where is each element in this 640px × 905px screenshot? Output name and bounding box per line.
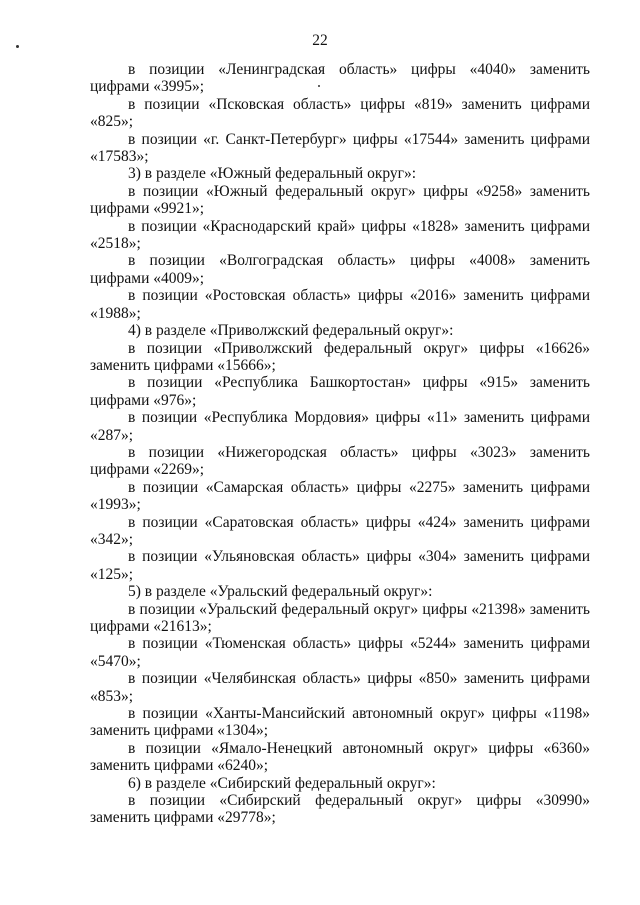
amendment-item: в позиции «Самарская область» цифры «2275» заменить цифрами «1993»;: [90, 478, 590, 514]
amendment-item: в позиции «Тюменская область» цифры «5244» заменить цифрами «5470»;: [90, 635, 590, 670]
section-heading: 6) в разделе «Сибирский федеральный округ»:: [128, 774, 436, 792]
page-number: 22: [312, 32, 328, 49]
amendment-item: в позиции «Южный федеральный округ» цифры «9258» заменить цифрами «9921»;: [90, 182, 590, 218]
amendment-item: в позиции «Ульяновская область» цифры «304» заменить цифрами «125»;: [90, 548, 590, 583]
amendment-item: в позиции «Саратовская область» цифры «424» заменить цифрами «342»;: [90, 513, 590, 548]
amendment-item: в позиции «Ленинградская область» цифры «4040» заменить цифрами «3995»;: [90, 61, 590, 96]
amendment-item: в позиции «Уральский федеральный округ» цифры «21398» заменить цифрами «21613»;: [90, 600, 590, 635]
amendment-item: в позиции «Волгоградская область» цифры «4008» заменить цифрами «4009»;: [90, 252, 590, 287]
amendment-item: в позиции «Республика Башкортостан» цифры «915» заменить цифрами «976»;: [90, 374, 590, 409]
section-heading: 5) в разделе «Уральский федеральный округ»:: [128, 583, 433, 601]
amendment-item: в позиции «Челябинская область» цифры «850» заменить цифрами «853»;: [90, 670, 590, 705]
amendment-item: в позиции «Краснодарский край» цифры «1828» заменить цифрами «2518»;: [90, 217, 590, 253]
section-heading: 4) в разделе «Приволжский федеральный округ»:: [128, 322, 454, 340]
document-body: [90, 61, 590, 827]
amendment-item: в позиции «Ханты-Мансийский автономный округ» цифры «1198» заменить цифрами «1304»;: [90, 705, 590, 740]
amendment-item: в позиции «Нижегородская область» цифры «3023» заменить цифрами «2269»;: [90, 443, 590, 479]
amendment-item: в позиции «Республика Мордовия» цифры «11» заменить цифрами «287»;: [90, 409, 590, 444]
amendment-item: в позиции «Псковская область» цифры «819» заменить цифрами «825»;: [90, 95, 590, 131]
amendment-item: в позиции «г. Санкт-Петербург» цифры «17544» заменить цифрами «17583»;: [90, 130, 590, 166]
section-heading: 3) в разделе «Южный федеральный округ»:: [128, 165, 417, 183]
amendment-item: в позиции «Сибирский федеральный округ» цифры «30990» заменить цифрами «29778»;: [90, 792, 590, 827]
amendment-item: в позиции «Ростовская область» цифры «2016» заменить цифрами «1988»;: [90, 287, 590, 322]
amendment-item: в позиции «Приволжский федеральный округ» цифры «16626» заменить цифрами «15666»;: [90, 339, 590, 374]
amendment-item: в позиции «Ямало-Ненецкий автономный округ» цифры «6360» заменить цифрами «6240»;: [90, 739, 590, 775]
